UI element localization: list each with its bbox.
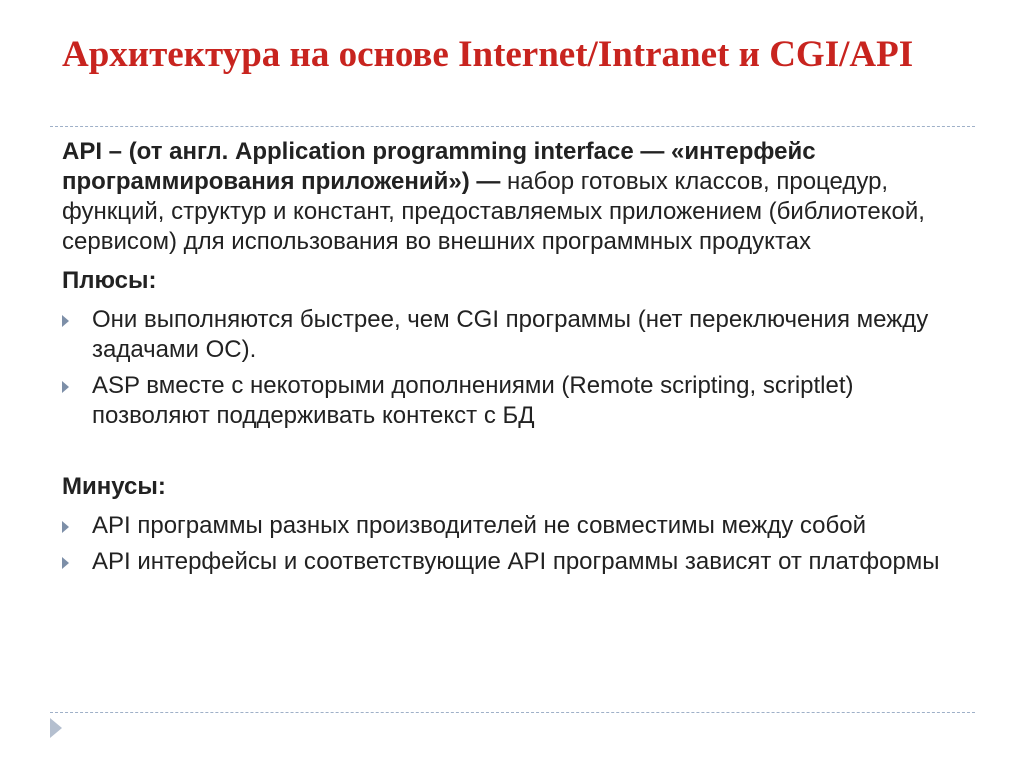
cons-item [62,511,962,541]
triangle-bullet-icon [62,315,69,327]
pros-item-text: Они выполняются быстрее, чем CGI программы (нет переключения между задачами ОС). [92,306,929,363]
footer-divider [50,712,975,713]
triangle-bullet-icon [62,381,69,393]
title-divider [50,126,975,127]
slide-content [62,137,962,577]
pros-item [62,305,962,365]
triangle-bullet-icon [62,557,69,569]
pros-list [62,305,962,431]
pros-item-text: ASP вместе с некоторыми дополнениями (Remote scripting, scriptlet) позволяют поддерживать контекст с БД [92,372,854,429]
corner-triangle-icon [50,718,62,738]
cons-heading: Минусы: [62,473,166,500]
cons-item-text: API интерфейсы и соответствующие API программы зависят от платформы [92,548,940,575]
pros-heading: Плюсы: [62,267,157,294]
cons-item-text: API программы разных производителей не совместимы между собой [92,512,866,539]
cons-list [62,511,962,577]
api-definition [62,137,962,257]
cons-item [62,547,962,577]
triangle-bullet-icon [62,521,69,533]
pros-item [62,371,962,431]
definition-text: набор готовых классов, процедур, функций, структур и констант, предоставляемых приложением (библиотекой, сервисом) для использования во внешних программных продуктах [62,168,925,255]
slide-title: Архитектура на основе Internet/Intranet и CGI/API [62,34,914,75]
definition-term: API – (от англ. Application programming interface — «интерфейс программирования приложений») — [62,138,816,195]
